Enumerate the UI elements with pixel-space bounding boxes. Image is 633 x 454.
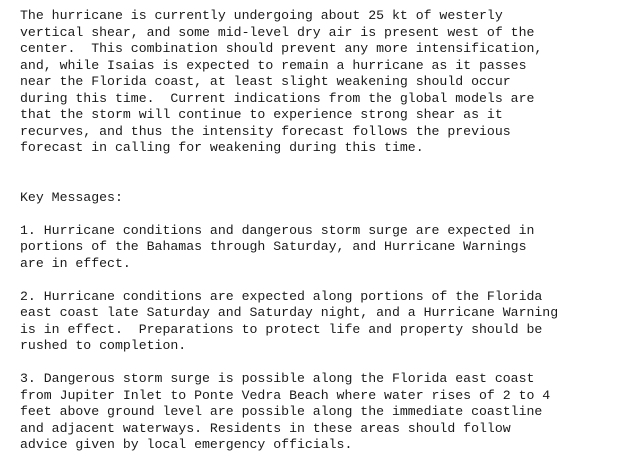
key-message-line: rushed to completion. [20,338,187,353]
paragraph-line: that the storm will continue to experience strong shear as it [20,107,503,122]
key-message-line: and adjacent waterways. Residents in these areas should follow [20,420,511,436]
paragraph-line: vertical shear, and some mid-level dry air is present west of the [20,24,535,40]
blank-line [20,173,630,190]
key-message-line: feet above ground level are possible along the immediate coastline [20,404,543,419]
paragraph-line: forecast in calling for weakening during this time. [20,140,424,155]
forecast-discussion-document [20,8,630,454]
key-message-line: 2. Hurricane conditions are expected along portions of the Florida [20,288,543,304]
discussion-paragraph [20,8,630,157]
key-message-line: are in effect. [20,255,131,271]
paragraph-line: recurves, and thus the intensity forecast follows the previous [20,123,511,139]
key-message-line: 3. Dangerous storm surge is possible along the Florida east coast [20,371,535,386]
blank-line [20,157,630,174]
key-message-line: is in effect. Preparations to protect life and property should be [20,321,543,337]
paragraph-line: and, while Isaias is expected to remain a hurricane as it passes [20,57,527,73]
paragraph-line: near the Florida coast, at least slight weakening should occur [20,74,511,89]
key-message-line: 1. Hurricane conditions and dangerous storm surge are expected in [20,222,535,238]
key-message-line: east coast late Saturday and Saturday night, and a Hurricane Warning [20,305,559,320]
key-message-3 [20,371,630,454]
key-message-line: advice given by local emergency officials. [20,437,353,452]
key-message-line: portions of the Bahamas through Saturday, and Hurricane Warnings [20,239,527,254]
blank-line [20,272,630,289]
blank-line [20,355,630,372]
key-message-line: from Jupiter Inlet to Ponte Vedra Beach where water rises of 2 to 4 [20,387,551,403]
key-message-2 [20,289,630,355]
paragraph-line: during this time. Current indications from the global models are [20,90,535,106]
paragraph-line: The hurricane is currently undergoing about 25 kt of westerly [20,8,503,23]
key-message-1 [20,223,630,273]
paragraph-line: center. This combination should prevent any more intensification, [20,41,543,56]
blank-line [20,206,630,223]
key-messages-heading: Key Messages: [20,189,123,205]
